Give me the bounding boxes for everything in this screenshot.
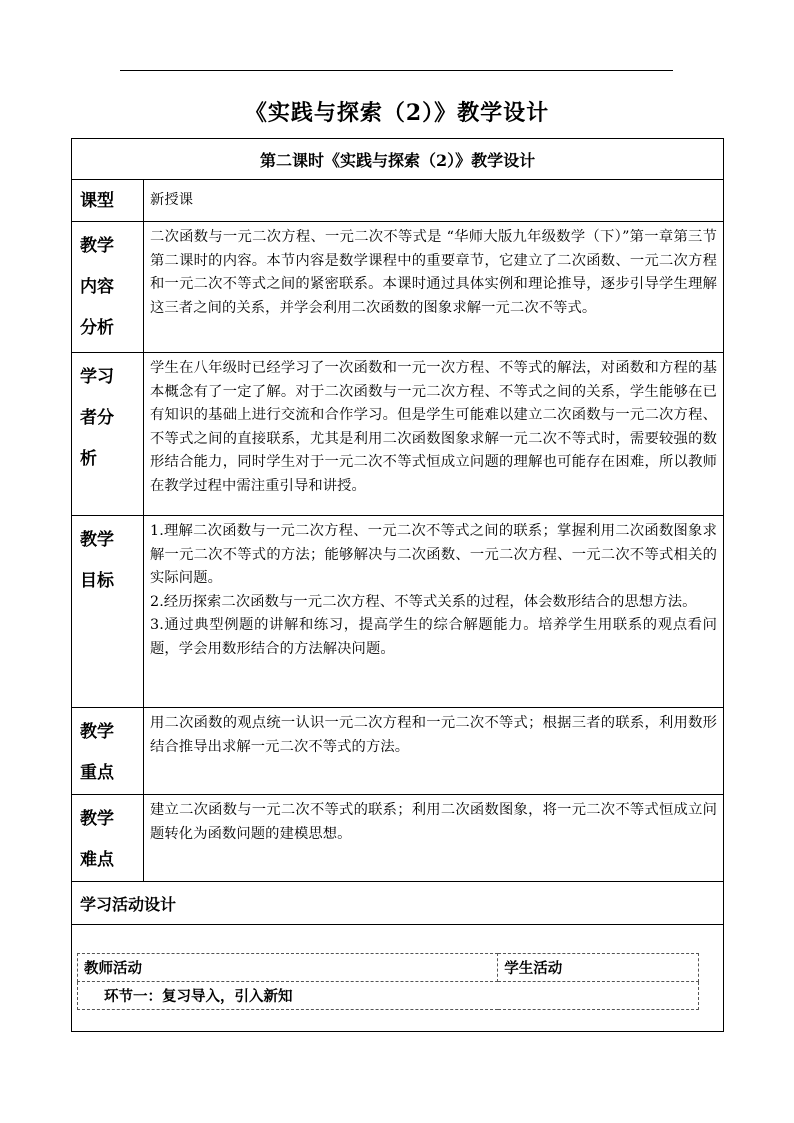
- objective-item: 1.理解二次函数与一元二次方程、一元二次不等式之间的联系；掌握利用二次函数图象求解一元二次不等式的方法；能够解决与二次函数、一元二次方程、一元二次不等式相关的实际问题。: [150, 523, 718, 586]
- objectives-label: [72, 516, 144, 708]
- activities-body: [72, 925, 724, 1032]
- activities-header-row: [78, 954, 699, 982]
- content-analysis-row: [72, 222, 724, 353]
- label-line: 分析: [80, 318, 114, 338]
- activities-table: [77, 953, 699, 1010]
- difficulties-label: [72, 795, 144, 882]
- subtitle-row: [72, 139, 724, 180]
- activities-heading: 学习活动设计: [72, 882, 724, 925]
- objectives-row: [72, 516, 724, 708]
- activities-body-row: [72, 925, 724, 1032]
- label-line: 教学: [80, 236, 114, 256]
- label-line: 内容: [80, 277, 114, 297]
- lesson-plan-table: [71, 138, 724, 1032]
- label-line: 重点: [80, 763, 114, 783]
- course-type-label: 课型: [72, 180, 144, 222]
- label-line: 目标: [80, 571, 114, 591]
- difficulties-text: 建立二次函数与一元二次不等式的联系；利用二次函数图象，将一元二次不等式恒成立问题转化为函数问题的建模思想。: [144, 795, 724, 882]
- header-rule: [120, 70, 673, 71]
- label-line: 教学: [80, 722, 114, 742]
- objective-item: 3.通过典型例题的讲解和练习，提高学生的综合解题能力。培养学生用联系的观点看问题，学会用数形结合的方法解决问题。: [150, 617, 718, 657]
- difficulties-row: [72, 795, 724, 882]
- content-analysis-text: 二次函数与一元二次方程、一元二次不等式是 “华师大版九年级数学（下）”第一章第三节第二课时的内容。本节内容是数学课程中的重要章节，它建立了二次函数、一元二次方程和一元二次不等式之间的紧密联系。本课时通过具体实例和理论推导，逐步引导学生理解这三者之间的关系，并学会利用二次函数的图象求解一元二次不等式。: [144, 222, 724, 353]
- section-one-title: 环节一：复习导入，引入新知: [78, 982, 699, 1010]
- learner-analysis-label: [72, 353, 144, 516]
- teacher-activity-header: 教师活动: [78, 954, 498, 982]
- key-points-label: [72, 708, 144, 795]
- learner-analysis-text: 学生在八年级时已经学习了一次函数和一元一次方程、不等式的解法，对函数和方程的基本概念有了一定了解。对于二次函数与一元二次方程、不等式之间的关系，学生能够在已有知识的基础上进行交流和合作学习。但是学生可能难以建立二次函数与一元二次方程、不等式之间的直接联系，尤其是利用二次函数图象求解一元二次不等式时，需要较强的数形结合能力，同时学生对于一元二次不等式恒成立问题的理解也可能存在困难，所以教师在教学过程中需注重引导和讲授。: [144, 353, 724, 516]
- label-line: 教学: [80, 530, 114, 550]
- objective-item: 2.经历探索二次函数与一元二次方程、不等式关系的过程，体会数形结合的思想方法。: [150, 593, 697, 610]
- label-line: 学习: [80, 367, 114, 387]
- label-line: 析: [80, 449, 97, 469]
- label-line: 者分: [80, 408, 114, 428]
- content-analysis-label: [72, 222, 144, 353]
- lesson-subtitle: 第二课时《实践与探索（2）》教学设计: [72, 139, 724, 180]
- document-title: 《实践与探索（2）》教学设计: [244, 100, 550, 126]
- key-points-text: 用二次函数的观点统一认识一元二次方程和一元二次不等式；根据三者的联系，利用数形结合推导出求解一元二次不等式的方法。: [144, 708, 724, 795]
- activities-heading-row: [72, 882, 724, 925]
- student-activity-header: 学生活动: [498, 954, 699, 982]
- label-line: 教学: [80, 809, 114, 829]
- learner-analysis-row: [72, 353, 724, 516]
- objectives-list: [144, 516, 724, 708]
- label-line: 难点: [80, 850, 114, 870]
- key-points-row: [72, 708, 724, 795]
- activities-section-row: [78, 982, 699, 1010]
- course-type-row: [72, 180, 724, 222]
- course-type-value: 新授课: [144, 180, 724, 222]
